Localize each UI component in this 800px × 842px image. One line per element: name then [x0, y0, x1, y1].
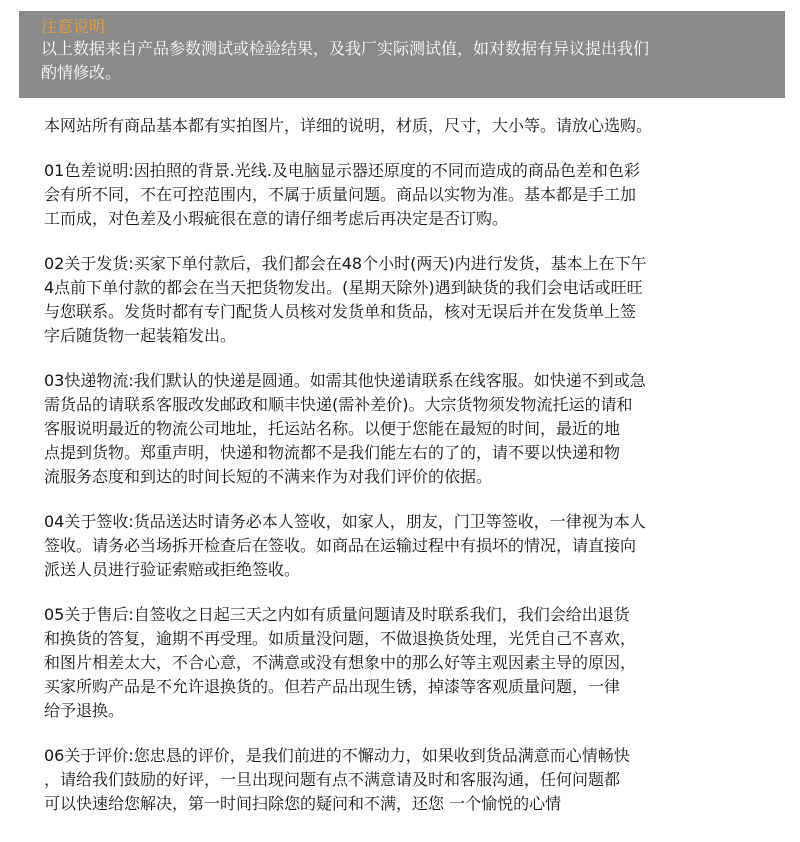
section-line: 点提到货物。郑重声明，快递和物流都不是我们能左右的了的，请不要以快递和物 — [44, 443, 621, 462]
section-line: 04关于签收:货品送达时请务必本人签收，如家人，朋友，门卫等签收，一律视为本人 — [44, 512, 646, 531]
section-line: 02关于发货:买家下单付款后，我们都会在48个小时(两天)内进行发货，基本上在下午 — [44, 254, 647, 273]
section-line: 签收。请务必当场拆开检查后在签收。如商品在运输过程中有损坏的情况，请直接向 — [44, 536, 637, 555]
notice-body — [41, 37, 775, 85]
section-line: ，请给我们鼓励的好评，一旦出现问题有点不满意请及时和客服沟通，任何问题都 — [44, 770, 621, 789]
section-line: 06关于评价:您忠恳的评价，是我们前进的不懈动力，如果收到货品满意而心情畅快 — [44, 746, 630, 765]
notice-line: 以上数据来自产品参数测试或检验结果，及我厂实际测试值，如对数据有异议提出我们 — [41, 39, 650, 58]
section-line: 客服说明最近的物流公司地址，托运站名称。以便于您能在最短的时间，最近的地 — [44, 419, 621, 438]
intro-line: 本网站所有商品基本都有实拍图片，详细的说明，材质，尺寸，大小等。请放心选购。 — [44, 116, 653, 135]
section-line: 字后随货物一起装箱发出。 — [44, 326, 237, 345]
section-after-sales — [44, 603, 784, 723]
notice-banner — [19, 11, 785, 98]
section-line: 03快递物流:我们默认的快递是圆通。如需其他快递请联系在线客服。如快递不到或急 — [44, 371, 646, 390]
section-line: 01色差说明:因拍照的背景.光线.及电脑显示器还原度的不同而造成的商品色差和色彩 — [44, 161, 640, 180]
section-logistics — [44, 369, 784, 489]
section-line: 05关于售后:自签收之日起三天之内如有质量问题请及时联系我们，我们会给出退货 — [44, 605, 630, 624]
section-color-difference — [44, 159, 784, 231]
section-line: 会有所不同，不在可控范围内，不属于质量问题。商品以实物为准。基本都是手工加 — [44, 185, 637, 204]
notice-title: 注意说明 — [41, 17, 106, 36]
section-line: 可以快速给您解决，第一时间扫除您的疑问和不满，还您 一个愉悦的心情 — [44, 794, 562, 813]
section-line: 买家所购产品是不允许退换货的。但若产品出现生锈，掉漆等客观质量问题，一律 — [44, 677, 621, 696]
section-line: 流服务态度和到达的时间长短的不满来作为对我们评价的依据。 — [44, 467, 493, 486]
section-line: 工而成，对色差及小瑕疵很在意的请仔细考虑后再决定是否订购。 — [44, 209, 509, 228]
section-reviews — [44, 744, 784, 816]
policy-content — [44, 114, 784, 837]
section-line: 与您联系。发货时都有专门配货人员核对发货单和货品，核对无误后并在发货单上签 — [44, 302, 637, 321]
section-shipping — [44, 252, 784, 348]
notice-line: 酌情修改。 — [41, 63, 122, 82]
intro-paragraph — [44, 114, 784, 138]
section-line: 需货品的请联系客服改发邮政和顺丰快递(需补差价)。大宗货物须发物流托运的请和 — [44, 395, 633, 414]
section-signing — [44, 510, 784, 582]
section-line: 和图片相差太大，不合心意，不满意或没有想象中的那么好等主观因素主导的原因， — [44, 653, 637, 672]
section-line: 和换货的答复，逾期不再受理。如质量没问题，不做退换货处理，光凭自己不喜欢， — [44, 629, 637, 648]
section-line: 派送人员进行验证索赔或拒绝签收。 — [44, 560, 301, 579]
section-line: 4点前下单付款的都会在当天把货物发出。(星期天除外)遇到缺货的我们会电话或旺旺 — [44, 278, 643, 297]
section-line: 给予退换。 — [44, 701, 125, 720]
